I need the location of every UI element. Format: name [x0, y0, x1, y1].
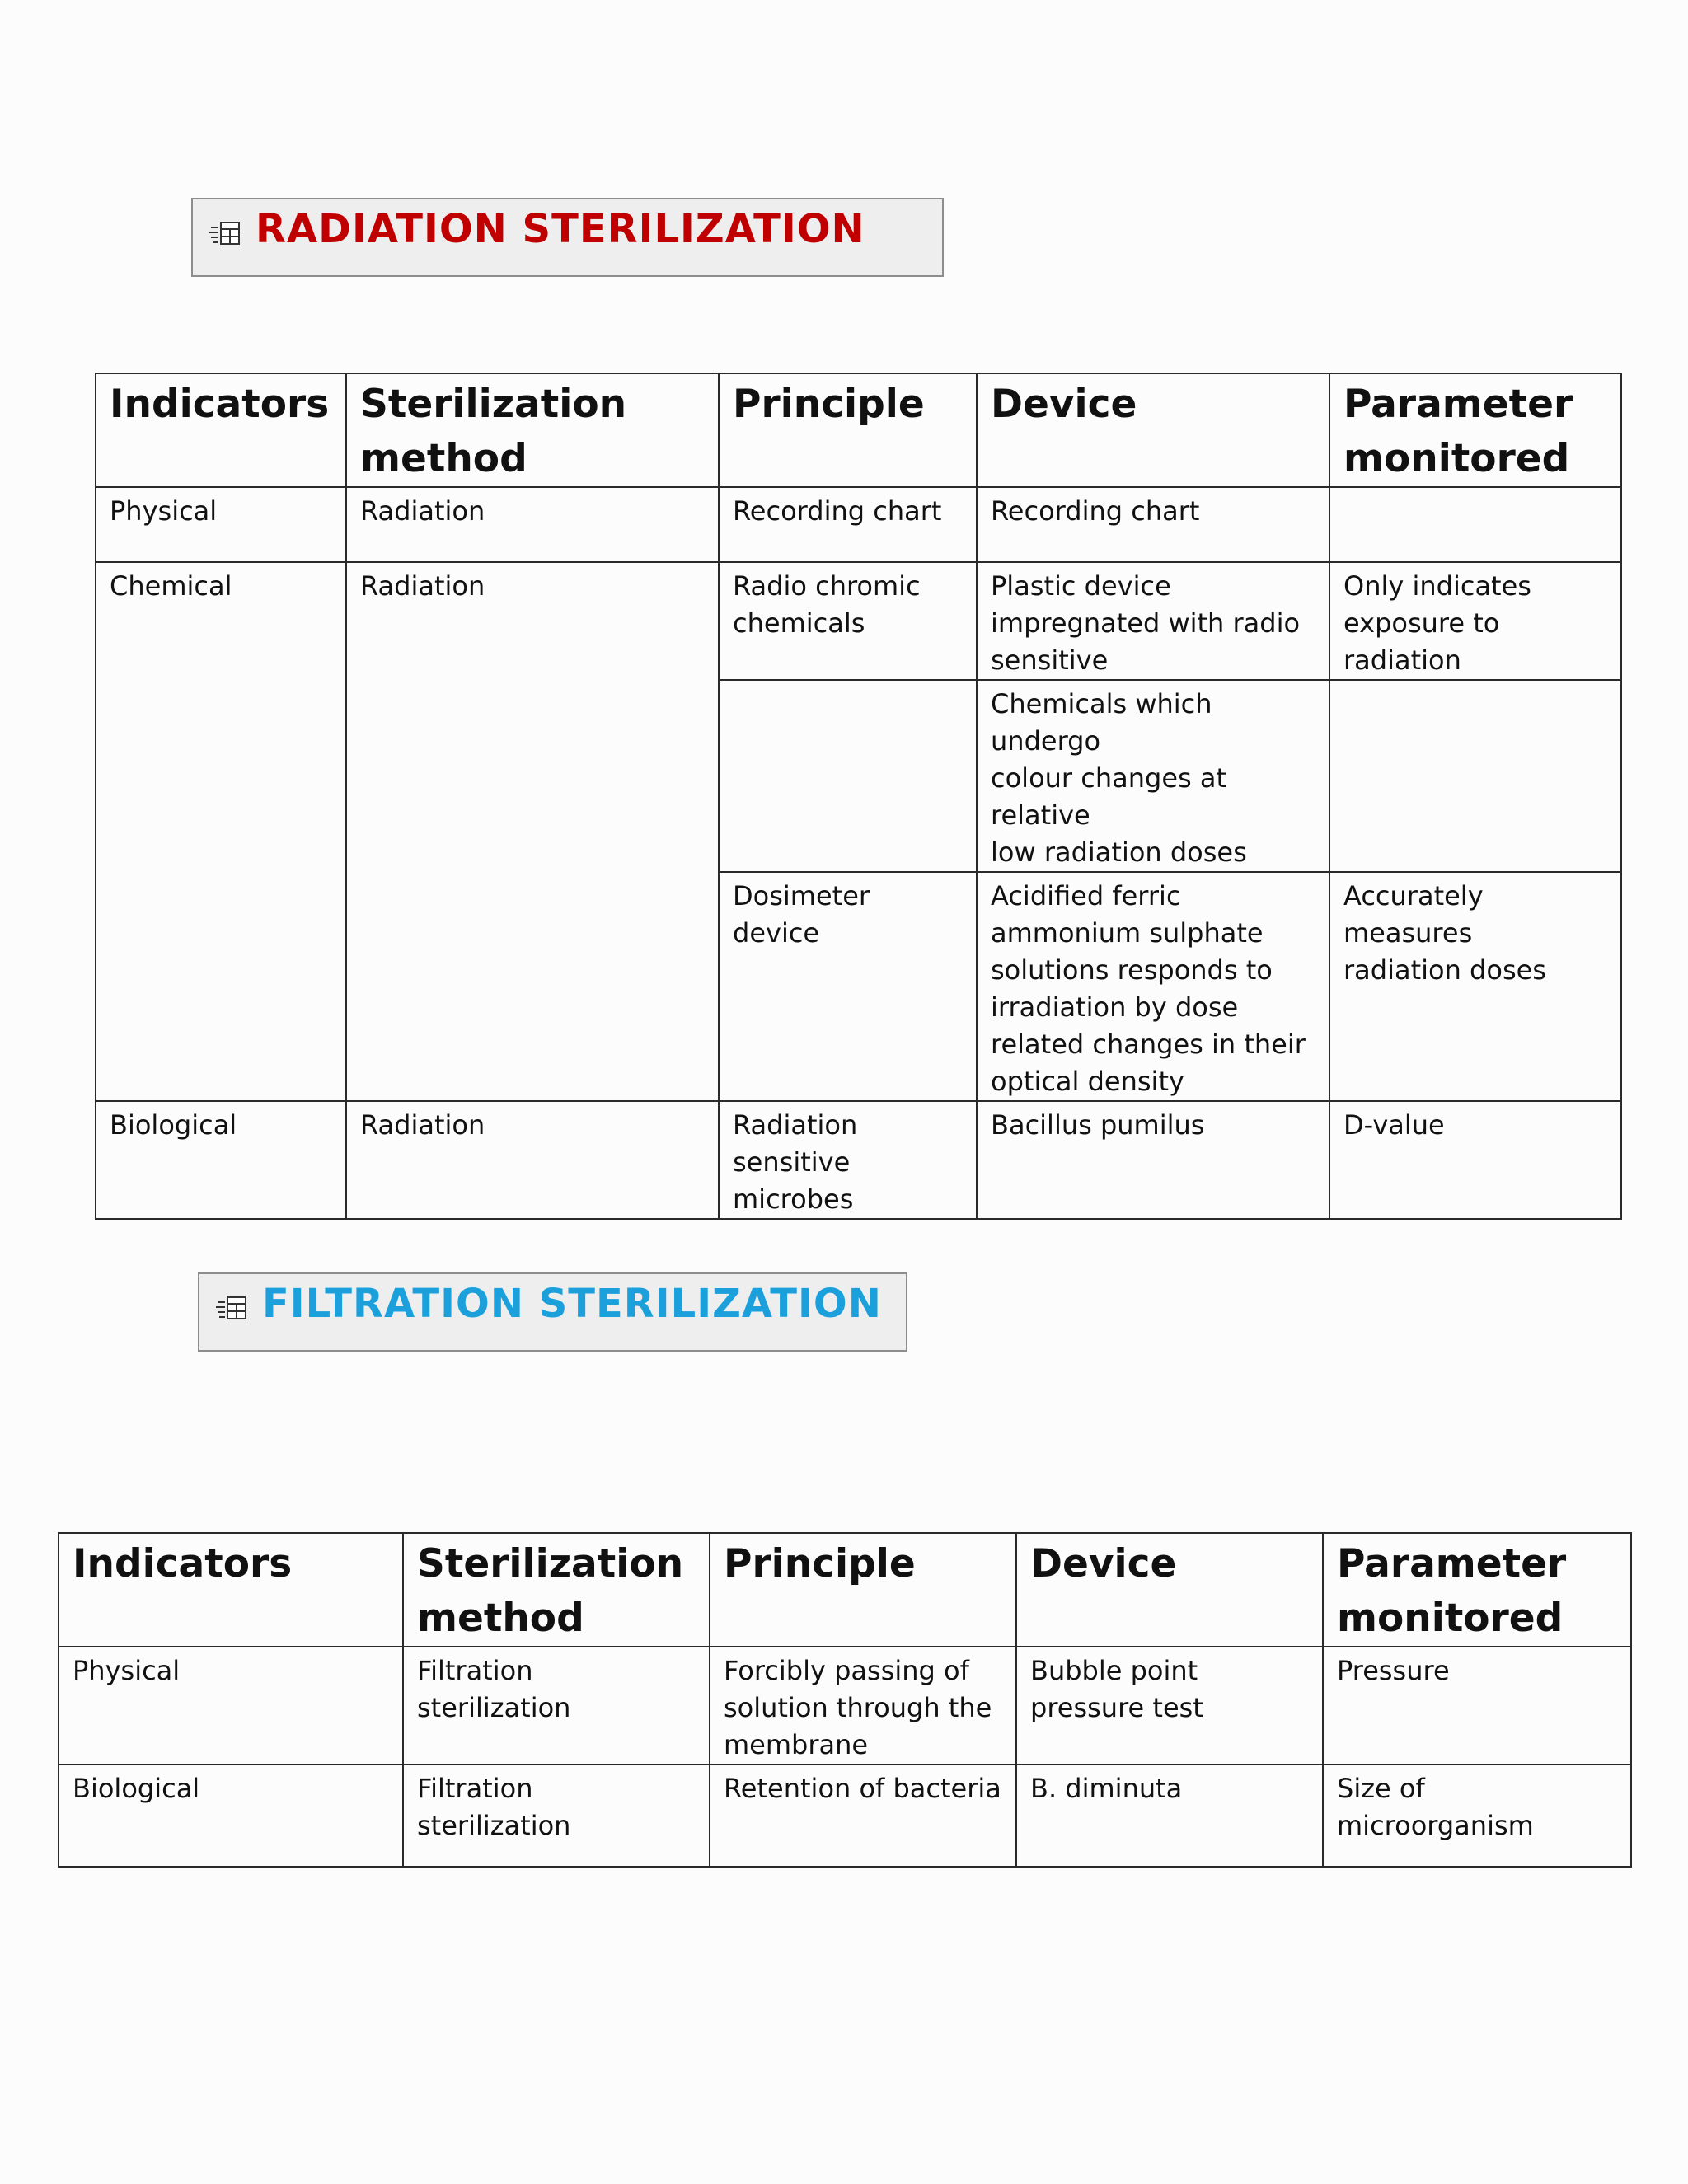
- cell-method: Radiation: [346, 487, 719, 562]
- table-header-row: [96, 373, 1621, 487]
- table-row-physical: [59, 1647, 1631, 1765]
- cell-device: Chemicals which undergo colour changes at relative low radiation doses: [977, 680, 1329, 872]
- table-row-biological: [59, 1765, 1631, 1867]
- cell-parameter: Pressure: [1323, 1647, 1631, 1765]
- cell-principle: [719, 680, 977, 872]
- radiation-indicators-table: [95, 373, 1622, 1220]
- header-parameter-monitored: Parameter monitored: [1323, 1533, 1631, 1647]
- header-sterilization-method: Sterilization method: [403, 1533, 710, 1647]
- header-sterilization-method: Sterilization method: [346, 373, 719, 487]
- header-indicators: Indicators: [59, 1533, 403, 1647]
- cell-device: Bubble point pressure test: [1016, 1647, 1323, 1765]
- cell-principle: Recording chart: [719, 487, 977, 562]
- header-principle: Principle: [710, 1533, 1016, 1647]
- table-row-biological: [96, 1101, 1621, 1219]
- window-icon: [216, 1296, 247, 1320]
- table-header-row: [59, 1533, 1631, 1647]
- cell-indicator-chemical: Chemical: [96, 562, 346, 1101]
- cell-principle: Radiation sensitive microbes: [719, 1101, 977, 1219]
- cell-parameter: Accurately measures radiation doses: [1329, 872, 1621, 1101]
- header-device: Device: [977, 373, 1329, 487]
- cell-principle: Radio chromic chemicals: [719, 562, 977, 680]
- cell-principle: Forcibly passing of solution through the membrane: [710, 1647, 1016, 1765]
- header-parameter-monitored: Parameter monitored: [1329, 373, 1621, 487]
- radiation-section-header: [191, 198, 944, 277]
- filtration-section-header: [198, 1272, 907, 1352]
- cell-device: Bacillus pumilus: [977, 1101, 1329, 1219]
- cell-method: Radiation: [346, 1101, 719, 1219]
- cell-parameter: [1329, 680, 1621, 872]
- cell-principle: Retention of bacteria: [710, 1765, 1016, 1867]
- header-device: Device: [1016, 1533, 1323, 1647]
- cell-device: Plastic device impregnated with radio sensitive: [977, 562, 1329, 680]
- cell-parameter: Size of microorganism: [1323, 1765, 1631, 1867]
- table-row-chemical: [96, 562, 1621, 680]
- cell-indicator: Biological: [96, 1101, 346, 1219]
- cell-method: Filtration sterilization: [403, 1765, 710, 1867]
- cell-device: Recording chart: [977, 487, 1329, 562]
- cell-parameter: [1329, 487, 1621, 562]
- cell-indicator: Physical: [59, 1647, 403, 1765]
- radiation-section-title: RADIATION STERILIZATION: [256, 206, 865, 252]
- cell-device: B. diminuta: [1016, 1765, 1323, 1867]
- cell-device: Acidified ferric ammonium sulphate solutions responds to irradiation by dose related changes in their optical density: [977, 872, 1329, 1101]
- cell-method-chemical: Radiation: [346, 562, 719, 1101]
- cell-method: Filtration sterilization: [403, 1647, 710, 1765]
- filtration-indicators-table: [58, 1532, 1632, 1868]
- filtration-section-title: FILTRATION STERILIZATION: [262, 1281, 882, 1327]
- cell-parameter: D-value: [1329, 1101, 1621, 1219]
- cell-indicator: Biological: [59, 1765, 403, 1867]
- window-icon: [209, 221, 241, 246]
- cell-parameter: Only indicates exposure to radiation: [1329, 562, 1621, 680]
- table-row-physical: [96, 487, 1621, 562]
- cell-indicator: Physical: [96, 487, 346, 562]
- header-principle: Principle: [719, 373, 977, 487]
- cell-principle: Dosimeter device: [719, 872, 977, 1101]
- header-indicators: Indicators: [96, 373, 346, 487]
